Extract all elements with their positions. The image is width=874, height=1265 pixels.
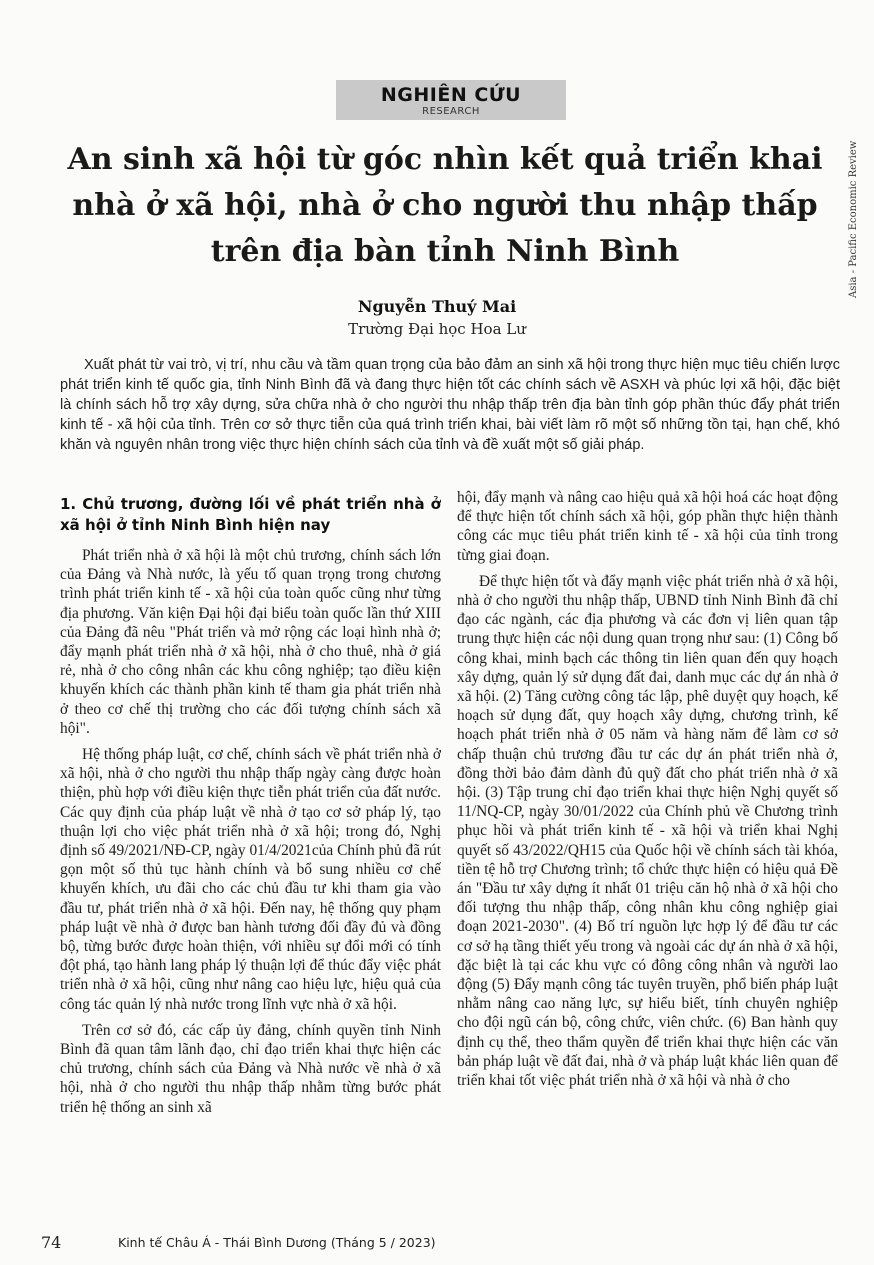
page-footer bbox=[0, 1233, 874, 1253]
paragraph: Trên cơ sở đó, các cấp ủy đảng, chính quyền tỉnh Ninh Bình đã quan tâm lãnh đạo, chỉ đạo triển khai thực hiện các chủ trương, chính sách của Đảng và Nhà nước về nhà ở xã hội, nhà ở cho người thu nhập thấp nhằm từng bước phát triển hệ thống an sinh xã bbox=[60, 1021, 441, 1116]
footer-journal: Kinh tế Châu Á - Thái Bình Dương (Tháng 5 / 2023) bbox=[118, 1235, 436, 1250]
abstract: Xuất phát từ vai trò, vị trí, nhu cầu và tầm quan trọng của bảo đảm an sinh xã hội trong thực hiện mục tiêu chiến lược phát triển kinh tế quốc gia, tỉnh Ninh Bình đã và đang thực hiện tốt các chính sách về ASXH và phúc lợi xã hội, đặc biệt là chính sách hỗ trợ xây dựng, sửa chữa nhà ở cho người thu nhập thấp trên địa bàn tỉnh góp phần thúc đẩy phát triển kinh tế - xã hội của tỉnh. Trên cơ sở thực tiễn của quá trình triển khai, bài viết làm rõ một số những tồn tại, hạn chế, khó khăn và nguyên nhân trong việc thực hiện chính sách của tỉnh và đề xuất một số giải pháp. bbox=[60, 357, 840, 453]
paragraph: Phát triển nhà ở xã hội là một chủ trương, chính sách lớn của Đảng và Nhà nước, là yếu tố quan trọng trong chương trình phát triển kinh tế - xã hội của toàn quốc cũng như từng địa phương. Văn kiện Đại hội đại biểu toàn quốc lần thứ XIII của Đảng đã nêu "Phát triển và mở rộng các loại hình nhà ở; đẩy mạnh phát triển nhà ở xã hội, nhà ở cho thuê, nhà ở giá rẻ, nhà ở cho công nhân các khu công nghiệp; tạo điều kiện khuyến khích các thành phần kinh tế tham gia phát triển nhà ở theo cơ chế thị trường cho các đối tượng chính sách xã hội". bbox=[60, 547, 441, 737]
side-journal-name: Asia - Pacific Economic Review bbox=[848, 140, 859, 298]
section-heading-1: 1. Chủ trương, đường lối về phát triển nhà ở xã hội ở tỉnh Ninh Bình hiện nay bbox=[60, 495, 441, 534]
section-tag bbox=[336, 80, 566, 120]
section-title: NGHIÊN CỨU bbox=[380, 84, 522, 106]
author-name: Nguyễn Thuý Mai bbox=[357, 297, 517, 316]
paragraph: Hệ thống pháp luật, cơ chế, chính sách về phát triển nhà ở xã hội, nhà ở cho người thu nhập thấp ngày càng được hoàn thiện, phù hợp với điều kiện thực tiễn phát triển của đất nước. Các quy định của pháp luật về nhà ở tạo cơ sở pháp lý, tạo thuận lợi cho việc phát triển nhà ở xã hội; trong đó, Nghị định số 49/2021/NĐ-CP, ngày 01/4/2021của Chính phủ đã rút gọn một số thủ tục hành chính và bổ sung nhiều cơ chế khuyến khích, ưu đãi cho các chủ đầu tư khi tham gia vào đầu tư, phát triển nhà ở xã hội. Đến nay, hệ thống quy phạm pháp luật về nhà ở được ban hành tương đối đầy đủ và đồng bộ, từng bước được hoàn thiện, với nhiều sự đổi mới có tính đột phá, tạo hành lang pháp lý thuận lợi để thúc đẩy việc phát triển nhà ở xã hội, cũng như nâng cao hiệu lực, hiệu quả của công tác quản lý nhà nước trong lĩnh vực nhà ở xã hội. bbox=[60, 746, 441, 1013]
left-column bbox=[60, 488, 441, 1205]
page-number: 74 bbox=[41, 1233, 62, 1252]
paragraph: hội, đẩy mạnh và nâng cao hiệu quả xã hội hoá các hoạt động để thực hiện tốt chính sách xã hội, góp phần thực hiện thành công các mục tiêu phát triển kinh tế - xã hội của tỉnh trong từng giai đoạn. bbox=[457, 489, 838, 564]
author-affiliation: Trường Đại học Hoa Lư bbox=[348, 320, 526, 338]
article-title: An sinh xã hội từ góc nhìn kết quả triển khai nhà ở xã hội, nhà ở cho người thu nhập thấp trên địa bàn tỉnh Ninh Bình bbox=[67, 142, 823, 269]
right-column bbox=[457, 488, 838, 1205]
section-subtitle: RESEARCH bbox=[422, 106, 480, 117]
paragraph: Để thực hiện tốt và đẩy mạnh việc phát triển nhà ở xã hội, nhà ở cho người thu nhập thấp, UBND tỉnh Ninh Bình đã chỉ đạo các ngành, các địa phương và các đơn vị liên quan tập trung thực hiện các nội dung quan trọng như sau: (1) Công bố công khai, minh bạch các thông tin liên quan đến quy hoạch xây dựng, quản lý sử dụng đất đai, danh mục các dự án nhà ở xã hội. (2) Tăng cường công tác lập, phê duyệt quy hoạch, kế hoạch sử dụng đất, quy hoạch xây dựng, chương trình, kế hoạch phát triển nhà ở 05 năm và hàng năm để làm cơ sở chấp thuận chủ trương đầu tư các dự án phát triển nhà ở, đồng thời bảo đảm dành đủ quỹ đất cho phát triển nhà ở xã hội. (3) Tập trung chỉ đạo triển khai thực hiện Nghị quyết số 11/NQ-CP, ngày 30/01/2022 của Chính phủ về Chương trình phục hồi và phát triển kinh tế - xã hội và triển khai Nghị quyết số 43/2022/QH15 của Quốc hội về chính sách tài khóa, tiền tệ hỗ trợ Chương trình; tổ chức thực hiện có hiệu quả Đề án "Đầu tư xây dựng ít nhất 01 triệu căn hộ nhà ở xã hội cho đối tượng thu nhập thấp, công nhân khu công nghiệp giai đoạn 2021-2030". (4) Bố trí nguồn lực hợp lý để đầu tư các cơ sở hạ tầng thiết yếu trong và ngoài các dự án nhà ở xã hội, đặc biệt là tại các khu vực có đông công nhân và người lao động (5) Đẩy mạnh công tác tuyên truyền, phổ biến pháp luật nhằm nâng cao năng lực, sự hiểu biết, tính chuyên nghiệp cho đội ngũ cán bộ, công chức, viên chức. (6) Ban hành quy định cụ thể, theo thẩm quyền để triển khai thực hiện các văn bản pháp luật về đất đai, nhà ở và pháp luật khác liên quan để triển khai tốt việc phát triển nhà ở xã hội và nhà ở cho bbox=[457, 572, 838, 1090]
